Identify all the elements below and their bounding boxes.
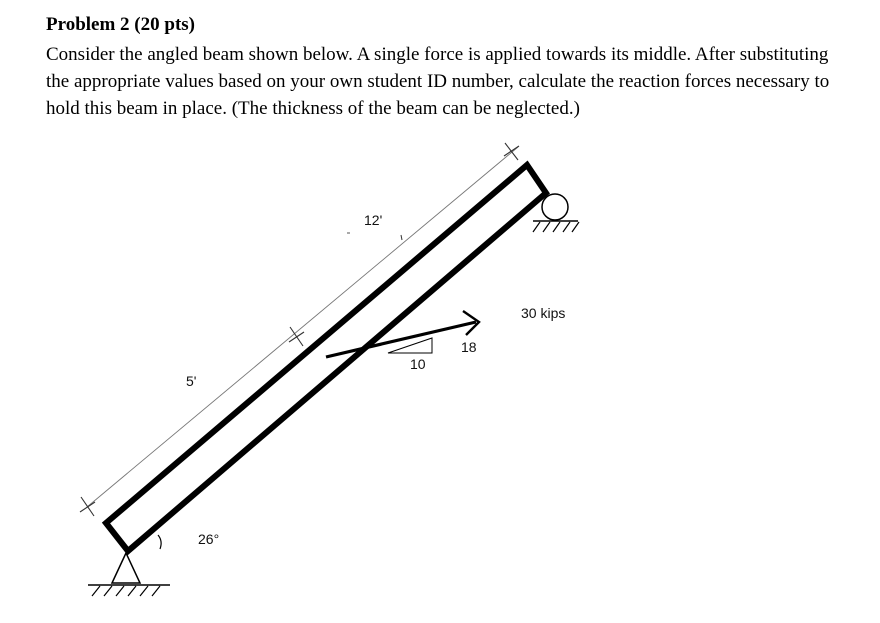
dimension-lower-label: 5' — [186, 373, 197, 389]
angle-arc — [158, 535, 161, 549]
slope-rise-label: 18 — [461, 339, 477, 355]
pin-support — [88, 553, 170, 596]
problem-statement: Consider the angled beam shown below. A single force is applied towards its middle. After substituting the appropriate values based on your own student ID number, calculate the reaction forces necessary to hold this beam in place. (The thickness of the beam can be neglected.) — [46, 44, 830, 119]
problem-title: Problem 2 (20 pts) — [46, 14, 195, 35]
dimension-upper-label: 12' — [364, 212, 383, 228]
stray-mark — [401, 235, 402, 240]
slope-run-label: 10 — [410, 356, 426, 372]
angle-label: 26° — [198, 531, 220, 547]
force-magnitude-label: 30 kips — [521, 305, 566, 321]
beam — [106, 165, 546, 551]
